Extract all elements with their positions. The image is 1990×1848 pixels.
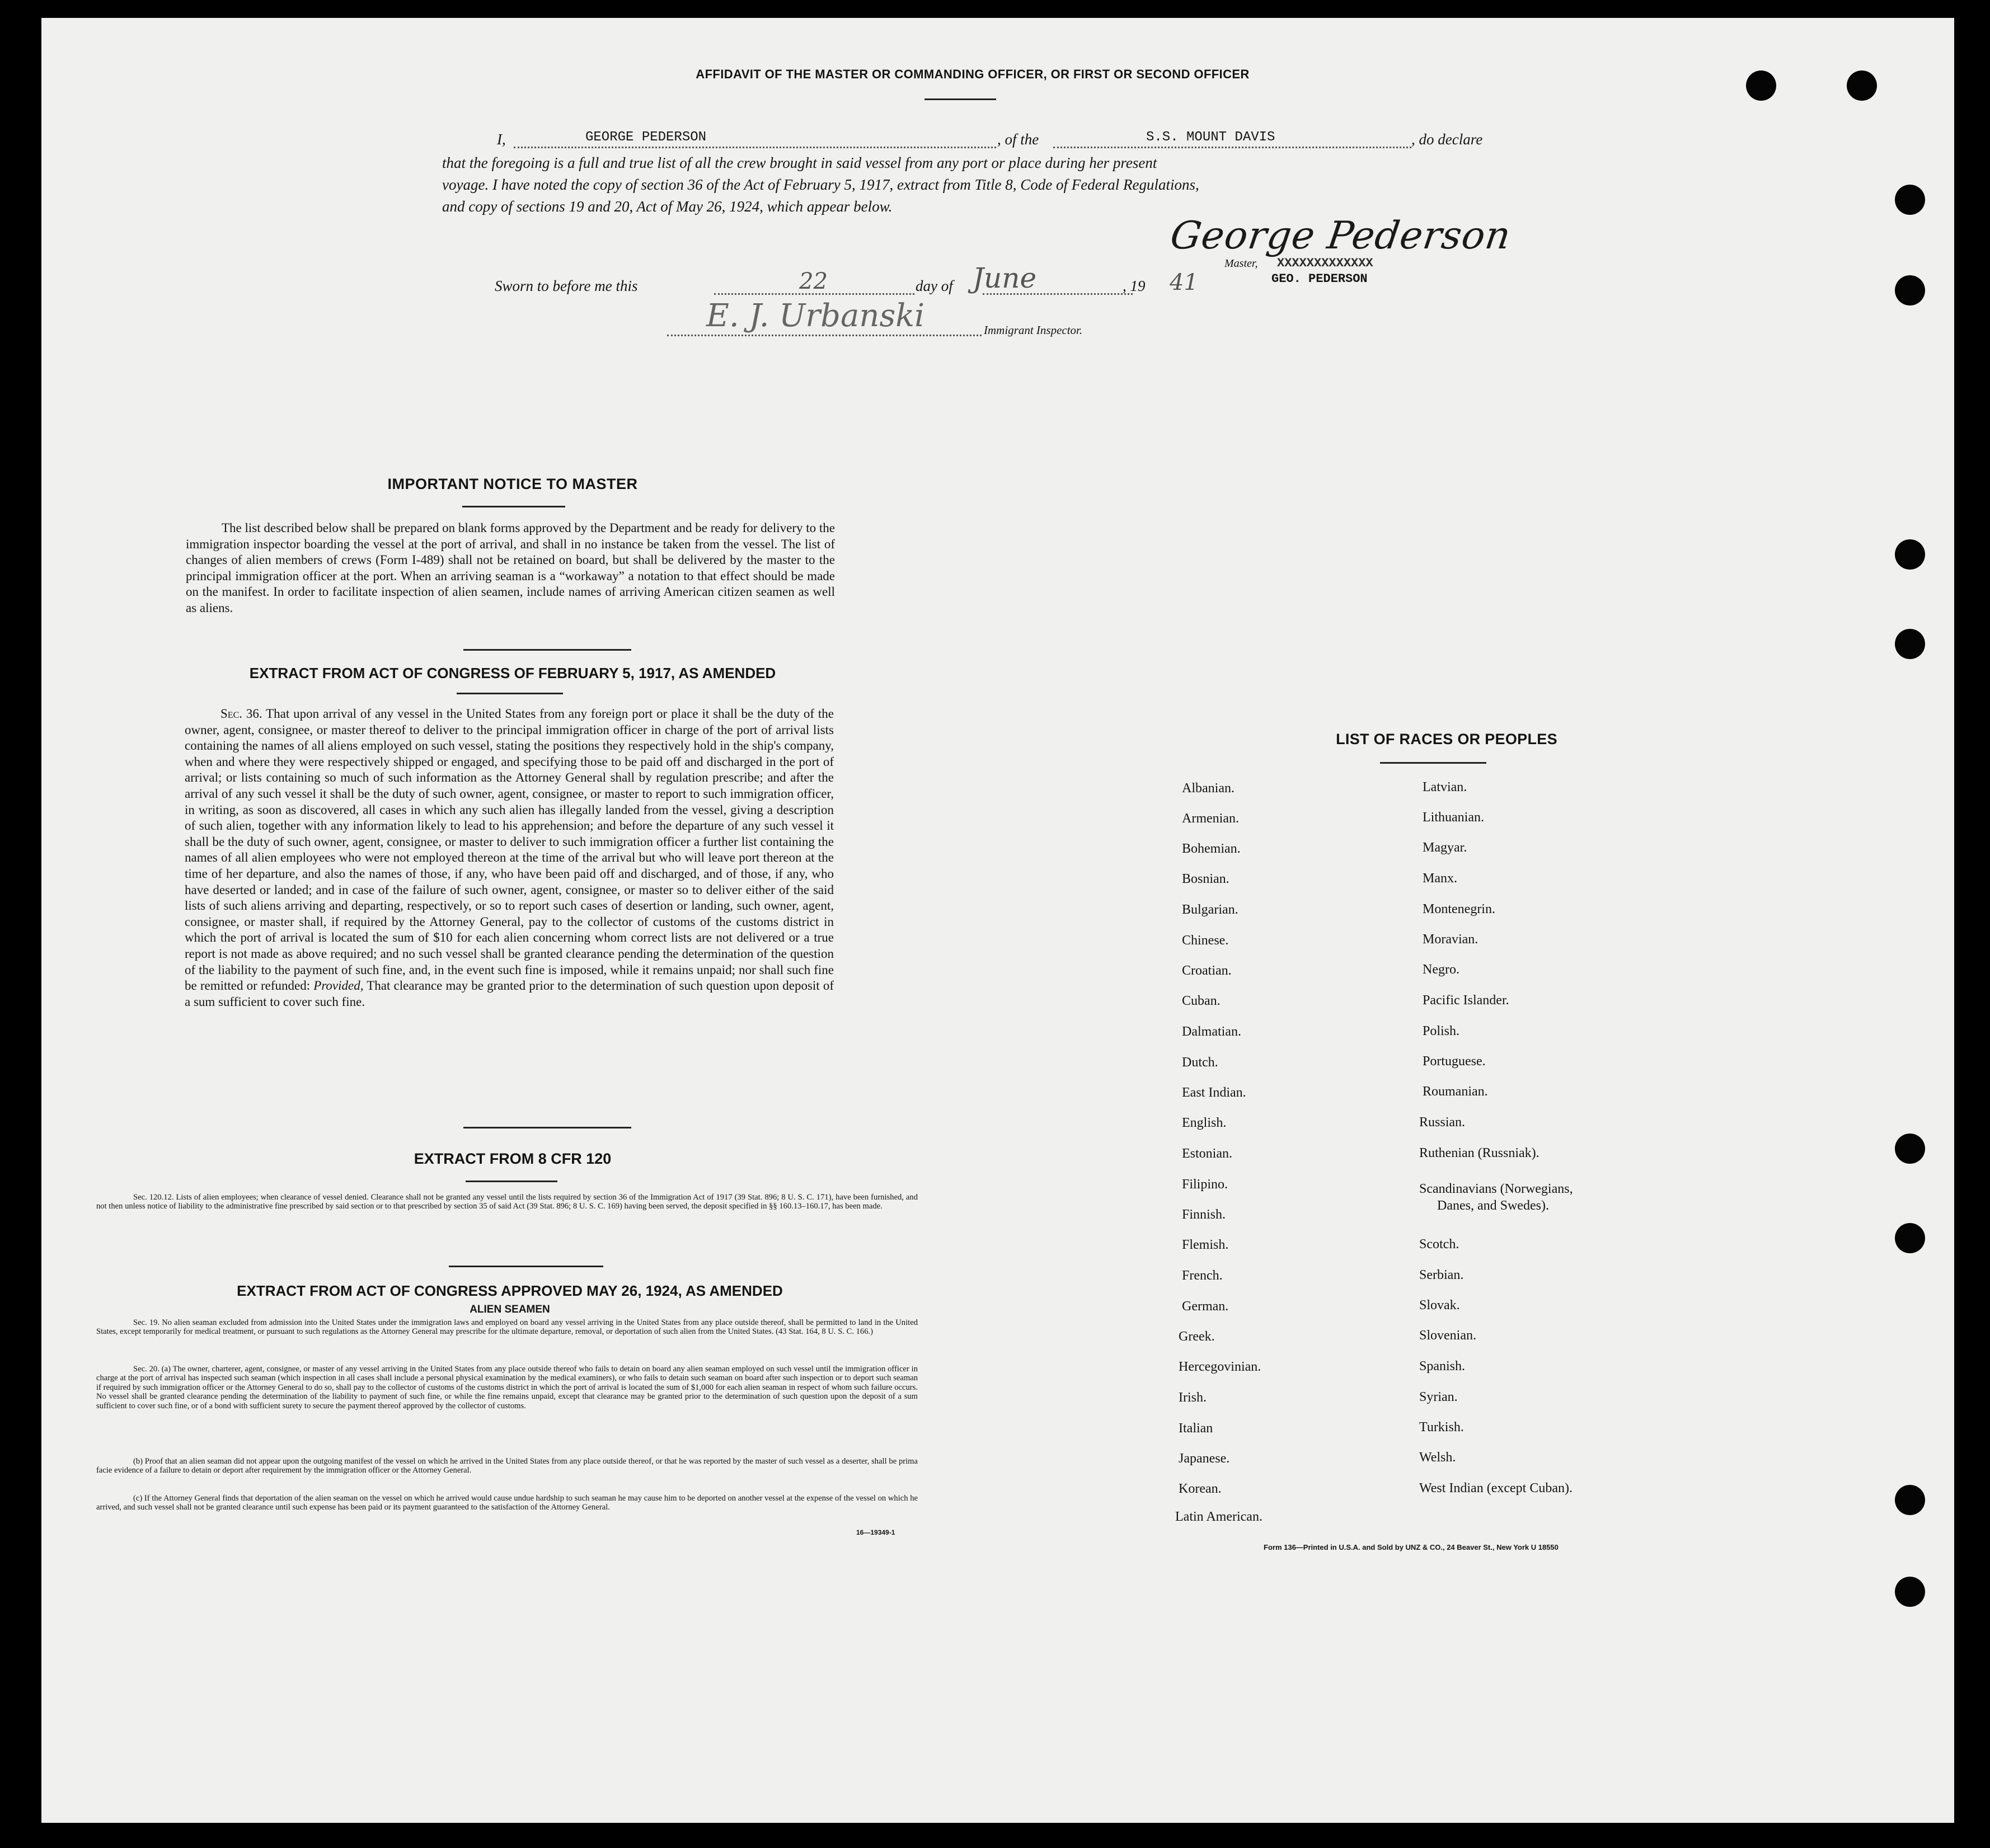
race-item: Croatian. [1182, 963, 1232, 978]
notice-title: IMPORTANT NOTICE TO MASTER [387, 476, 638, 492]
punch-hole [1895, 275, 1925, 305]
month-field: June [973, 262, 1037, 294]
race-item: Bulgarian. [1182, 902, 1238, 917]
sworn-label: Sworn to before me this [495, 278, 638, 294]
punch-hole [1847, 70, 1877, 101]
punch-hole [1895, 1134, 1925, 1164]
race-item: Slovenian. [1419, 1328, 1476, 1343]
race-item: Portuguese. [1423, 1054, 1486, 1069]
race-item: Scandinavians (Norwegians, [1419, 1182, 1573, 1196]
race-item: Turkish. [1419, 1420, 1464, 1435]
section-separator [463, 1127, 631, 1128]
race-item: Pacific Islander. [1423, 993, 1509, 1008]
affidavit-line-2: that the foregoing is a full and true list of all the crew brought in said vessel from any port or place during her present [442, 154, 1157, 171]
extract-1917-text [185, 706, 834, 1010]
vessel-name-field: S.S. MOUNT DAVIS [1146, 130, 1275, 145]
punch-hole [1746, 70, 1776, 101]
race-item: Flemish. [1182, 1238, 1229, 1252]
race-item: Bohemian. [1182, 841, 1241, 856]
race-item: Dalmatian. [1182, 1024, 1241, 1039]
race-item: Slovak. [1419, 1298, 1460, 1313]
race-item: Lithuanian. [1423, 810, 1484, 825]
race-item: Scotch. [1419, 1237, 1459, 1252]
race-item: Serbian. [1419, 1268, 1464, 1282]
extract-1917-title: EXTRACT FROM ACT OF CONGRESS OF FEBRUARY 5, 1917, AS AMENDED [249, 665, 776, 681]
race-item: Latvian. [1423, 780, 1467, 794]
race-item: East Indian. [1182, 1085, 1246, 1100]
form-footer: Form 136—Printed in U.S.A. and Sold by UNZ & CO., 24 Beaver St., New York U 18550 [1264, 1543, 1559, 1551]
race-item: Negro. [1423, 962, 1459, 977]
race-item: Danes, and Swedes). [1437, 1198, 1549, 1213]
section-separator [449, 1266, 603, 1267]
race-item: Syrian. [1419, 1390, 1458, 1404]
extract-1917-rule [457, 693, 563, 694]
cfr-title: EXTRACT FROM 8 CFR 120 [414, 1150, 612, 1167]
race-item: Chinese. [1182, 933, 1229, 948]
inspector-label: Immigrant Inspector. [984, 323, 1083, 337]
race-item: English. [1182, 1116, 1227, 1130]
alien-seamen-subtitle: ALIEN SEAMEN [470, 1304, 550, 1315]
race-item: Montenegrin. [1423, 902, 1495, 916]
race-item: Filipino. [1182, 1177, 1228, 1192]
race-item: Roumanian. [1423, 1084, 1488, 1099]
title-rule [924, 98, 996, 100]
race-item: Welsh. [1419, 1450, 1456, 1465]
race-item: Greek. [1179, 1329, 1215, 1344]
notice-text: The list described below shall be prepared on blank forms approved by the Department and be ready for delivery to the immigration inspector boarding the vessel at the port of arrival, and shall in no instance be taken from the vessel. The list of changes of alien members of crews (Form I-489) shall not be retained on board, but shall be delivered by the master to the principal immigration officer at the port. When an arriving seaman is a “workaway” a notation to that effect should be made on the manifest. In order to facilitate inspection of alien seamen, include names of arriving American citizen seamen as well as aliens. [186, 521, 835, 615]
master-typed-name: GEO. PEDERSON [1271, 272, 1368, 286]
inspector-signature: E. J. Urbanski [706, 298, 925, 334]
race-item: Russian. [1419, 1115, 1466, 1130]
master-signature: George Pederson [1167, 214, 1514, 258]
year-prefix: , 19 [1123, 278, 1146, 294]
section-separator [463, 649, 631, 651]
race-item: Moravian. [1423, 932, 1479, 947]
affidavit-lead: I, [497, 131, 506, 148]
day-field: 22 [799, 269, 828, 294]
of-the-label: , of the [997, 131, 1039, 148]
master-name-field: GEORGE PEDERSON [585, 130, 707, 145]
sec-20c-text: (c) If the Attorney General finds that deportation of the alien seaman on the vessel on which he arrived would cause undue hardship to such seaman he may cause him to be deported on another vessel at the expense of the vessel on which he arrived, and such vessel shall not be granted clearance until such expense has been paid or its payment guaranteed to the satisfaction of the Attorney General. [96, 1494, 918, 1512]
race-item: Albanian. [1182, 781, 1235, 796]
race-item: Estonian. [1182, 1146, 1232, 1161]
affidavit-line-4: and copy of sections 19 and 20, Act of May 26, 1924, which appear below. [442, 198, 893, 215]
vessel-field-line [1053, 147, 1411, 148]
day-of-label: day of [916, 278, 953, 294]
punch-hole [1895, 1577, 1925, 1607]
race-item: Latin American. [1175, 1510, 1262, 1524]
race-item: Finnish. [1182, 1207, 1226, 1222]
cfr-text: Sec. 120.12. Lists of alien employees; when clearance of vessel denied. Clearance shall not be granted any vessel until the lists required by section 36 of the Immigration Act of 1917 (39 Stat. 896; 8 U. S. C. 171), have been furnished, and not then unless notice of liability to the administrative fine prescribed by said section or to that prescribed by section 35 of said Act (39 Stat. 896; 8 U. S. C. 169) having been served, the deposit specified in §§ 160.13–160.17, has been made. [96, 1193, 918, 1211]
sec-36-label: Sec. 36. [220, 707, 262, 721]
race-item: Cuban. [1182, 994, 1221, 1008]
inspector-field-line [667, 335, 982, 336]
sec-20b-text: (b) Proof that an alien seaman did not appear upon the outgoing manifest of the vessel on which he arrived in the United States from any place outside thereof, or that he was reported by the master of such vessel as a deserter, shall be prima facie evidence of a failure to detain or deport after requirement by the immigration officer or the Attorney General. [96, 1457, 918, 1475]
race-item: Italian [1179, 1421, 1213, 1436]
master-struck-text: XXXXXXXXXXXXX [1277, 256, 1373, 270]
race-item: French. [1182, 1268, 1223, 1283]
race-item: Irish. [1179, 1390, 1207, 1405]
race-item: Ruthenian (Russniak). [1419, 1146, 1540, 1160]
punch-hole [1895, 185, 1925, 215]
races-rule [1380, 762, 1486, 764]
races-title: LIST OF RACES OR PEOPLES [1336, 731, 1557, 747]
master-label: Master, [1224, 257, 1258, 270]
punch-hole [1895, 539, 1925, 570]
cfr-rule [466, 1181, 557, 1182]
name-field-line [514, 147, 996, 148]
form-code: 16—19349-1 [856, 1529, 895, 1536]
race-item: Manx. [1423, 871, 1457, 886]
punch-hole [1895, 1485, 1925, 1515]
affidavit-line-3: voyage. I have noted the copy of section 36 of the Act of February 5, 1917, extract from Title 8, Code of Federal Regulations, [442, 176, 1199, 193]
race-item: Dutch. [1182, 1055, 1218, 1070]
race-item: Magyar. [1423, 840, 1467, 855]
race-item: West Indian (except Cuban). [1419, 1481, 1573, 1496]
proviso-label: Provided, [313, 979, 364, 993]
extract-1924-title: EXTRACT FROM ACT OF CONGRESS APPROVED MAY 26, 1924, AS AMENDED [237, 1282, 783, 1299]
race-item: Hercegovinian. [1179, 1360, 1261, 1374]
race-item: Spanish. [1419, 1359, 1466, 1374]
race-item: Japanese. [1179, 1451, 1230, 1466]
do-declare-label: , do declare [1411, 131, 1483, 148]
punch-hole [1895, 1223, 1925, 1253]
sec-20a-text: Sec. 20. (a) The owner, charterer, agent, consignee, or master of any vessel arriving in the United States from any place outside thereof who fails to detain on board any alien seaman employed on such vessel until the immigration officer in charge at the port of arrival has inspected such seaman (which inspection in all cases shall include a personal physical examination by the medical examiners), or who fails to detain such seaman on board after such inspection or to deport such seaman if required by such immigration officer or the Attorney General to do so, shall pay to the collector of customs of the customs district in which the port of arrival is located the sum of $1,000 for each alien seaman in respect of whom such failure occurs. No vessel shall be granted clearance pending the determination of the liability to payment of such fine, or while the fine remains unpaid, except that clearance may be granted prior to the determination of such question upon the deposit of a sum sufficient to cover such fine, or of a bond with sufficient surety to secure the payment thereof approved by the collector of customs. [96, 1365, 918, 1410]
sec-36-body: That upon arrival of any vessel in the United States from any foreign port or place it shall be the duty of the owner, agent, consignee, or master thereof to deliver to the principal immigration officer in charge of the port of arrival lists containing the names of all aliens employed on such vessel, stating the positions they respectively hold in the ship's company, when and where they were respectively shipped or engaged, and specifying those to be paid off and discharged in the port of arrival; or lists containing so much of such information as the Attorney General shall by regulation prescribe; and after the arrival of any such vessel it shall be the duty of such owner, agent, consignee, or master to report to such immigration officer, in writing, as soon as discovered, all cases in which any such alien has illegally landed from the vessel, giving a description of such alien, together with any information likely to lead to his apprehension; and before the departure of any such vessel it shall be the duty of such owner, agent, consignee, or master to deliver to such immigration officer a further list containing the names of all alien employees who were not employed thereon at the time of the arrival but who will leave port thereon at the time of her departure, and also the names of those, if any, who have been paid off and discharged, and of those, if any, who have deserted or landed; and in case of the failure of such owner, agent, consignee, or master so to deliver either of the said lists of such aliens arriving and departing, respectively, or so to report such cases of desertion or landing, such owner, agent, consignee, or master shall, if required by the Attorney General, pay to the collector of customs of the customs district in which the port of arrival is located the sum of $10 for each alien concerning whom correct lists are not delivered or a true report is not made as above required; and no such vessel shall be granted clearance pending the determination of the question of the liability to the payment of such fine, and, in the event such fine is imposed, while it remains unpaid; nor shall such fine be remitted or refunded: [185, 707, 834, 993]
year-field: 41 [1170, 270, 1198, 295]
sec-19-text: Sec. 19. No alien seaman excluded from admission into the United States under the immigration laws and employed on board any vessel arriving in the United States from any place outside thereof, shall be permitted to land in the United States, except temporarily for medical treatment, or pursuant to such regulations as the Attorney General may prescribe for the ultimate departure, removal, or deportation of such alien from the United States. (43 Stat. 164, 8 U. S. C. 166.) [96, 1318, 918, 1337]
notice-rule [462, 506, 565, 507]
punch-hole [1895, 629, 1925, 659]
race-item: German. [1182, 1299, 1229, 1314]
race-item: Armenian. [1182, 811, 1239, 826]
race-item: Korean. [1179, 1482, 1222, 1496]
race-item: Polish. [1423, 1024, 1460, 1038]
race-item: Bosnian. [1182, 872, 1229, 886]
proviso-body: That clearance may be granted prior to the determination of such question upon deposit of a sum sufficient to cover such fine. [185, 979, 834, 1009]
affidavit-title: AFFIDAVIT OF THE MASTER OR COMMANDING OFFICER, OR FIRST OR SECOND OFFICER [696, 67, 1250, 81]
